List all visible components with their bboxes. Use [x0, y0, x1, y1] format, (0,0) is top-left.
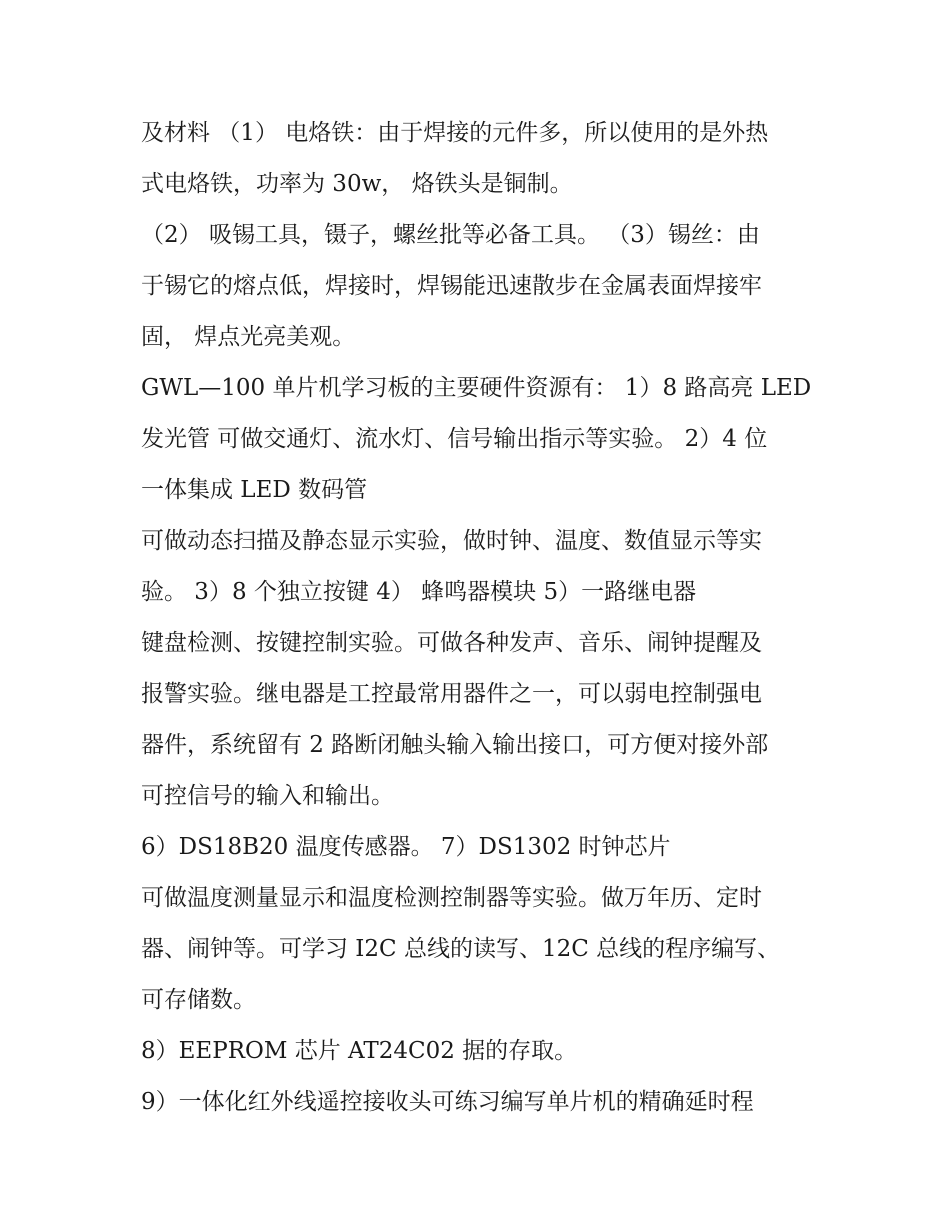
text-line: 器、闹钟等。可学习 I2C 总线的读写、12C 总线的程序编写、 — [141, 936, 781, 962]
document-body — [141, 108, 821, 1128]
text-line: 6）DS18B20 温度传感器。 7）DS1302 时钟芯片 — [141, 834, 671, 860]
text-line: 可做温度测量显示和温度检测控制器等实验。做万年历、定时 — [141, 885, 762, 911]
text-line: 器件，系统留有 2 路断闭触头输入输出接口，可方便对接外部 — [141, 732, 769, 758]
text-line: 可存储数。 — [141, 987, 256, 1013]
text-line: 可做动态扫描及静态显示实验，做时钟、温度、数值显示等实 — [141, 528, 762, 554]
text-line: 9）一体化红外线遥控接收头可练习编写单片机的精确延时程 — [141, 1089, 754, 1115]
text-line: 报警实验。继电器是工控最常用器件之一，可以弱电控制强电 — [141, 681, 762, 707]
text-line: 固， 焊点光亮美观。 — [141, 324, 356, 350]
text-line: （2） 吸锡工具，镊子，螺丝批等必备工具。 （3）锡丝：由 — [141, 222, 760, 248]
text-line: 式电烙铁，功率为 30w， 烙铁头是铜制。 — [141, 171, 573, 197]
text-line: 键盘检测、按键控制实验。可做各种发声、音乐、闹钟提醒及 — [141, 630, 762, 656]
text-line: 及材料 （1） 电烙铁：由于焊接的元件多，所以使用的是外热 — [141, 120, 769, 146]
text-line: 8）EEPROM 芯片 AT24C02 据的存取。 — [141, 1038, 578, 1064]
text-line: 发光管 可做交通灯、流水灯、信号输出指示等实验。 2）4 位 — [141, 426, 768, 452]
text-line: 一体集成 LED 数码管 — [141, 477, 368, 503]
text-line: 可控信号的输入和输出。 — [141, 783, 394, 809]
text-line: 于锡它的熔点低，焊接时，焊锡能迅速散步在金属表面焊接牢 — [141, 273, 762, 299]
text-line: 验。 3）8 个独立按键 4） 蜂鸣器模块 5）一路继电器 — [141, 579, 697, 605]
text-line: GWL—100 单片机学习板的主要硬件资源有： 1）8 路高亮 LED — [141, 375, 812, 401]
